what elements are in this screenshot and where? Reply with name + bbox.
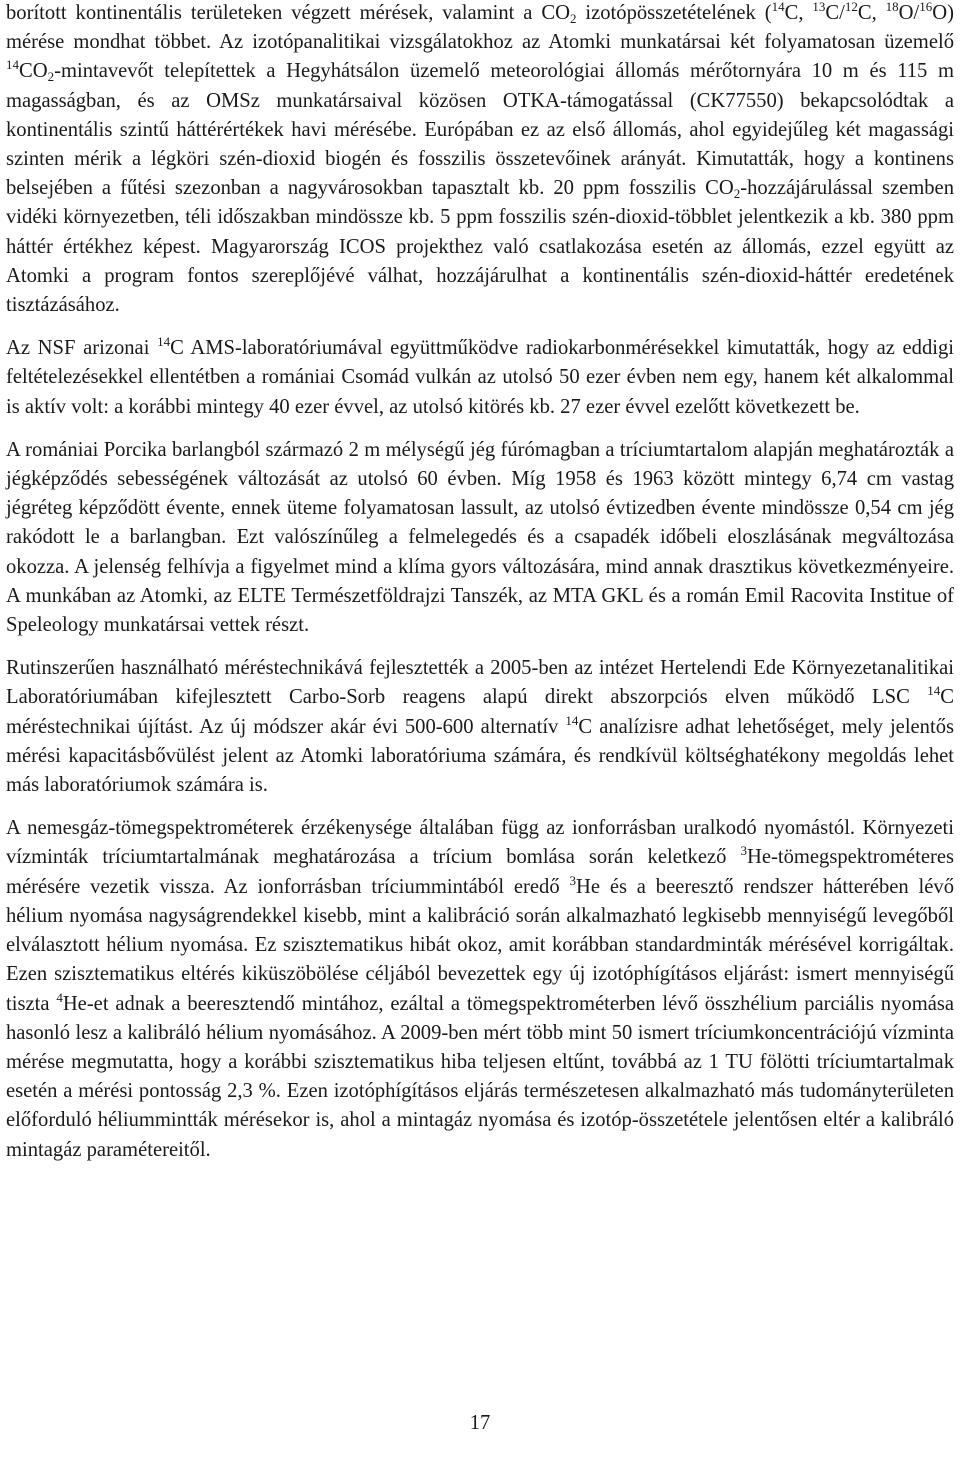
superscript: 3	[740, 843, 747, 859]
text-run: -hozzájárulással szemben vidéki környezetben, téli időszakban mindössze kb. 5 ppm fosszilis szén-dioxid-többlet jelentkezik a kb. 380 ppm háttér értékhez képest. Magyarország ICOS projekthez való csatlakozása esetén az állomás, ezzel együtt az Atomki a program fontos szereplőjévé válhat, hozzájárulhat a kontinentális szén-dioxid-háttér eredetének tisztázásához.	[6, 177, 954, 317]
page-number: 17	[469, 1412, 491, 1434]
text-run: C,	[857, 2, 886, 24]
text-run: -mintavevőt telepítettek a Hegyhátsálon üzemelő meteorológiai állomás mérőtornyára 10 m és 115 m magasságban, és az OMSz munkatársaival közösen OTKA-támogatással (CK77550) bekapcsolódtak a kontinentális szintű háttérértékek havi mérésébe. Európában ez az első állomás, ahol egyidejűleg két magassági szinten mérik a légköri szén-dioxid biogén és fosszilis összetevőinek arányát. Kimutatták, hogy a kontinens belsejében a fűtési szezonban a nagyvárosokban tapasztalt kb. 20 ppm fosszilis CO	[6, 60, 954, 200]
text-run: borított kontinentális területeken végzett mérések, valamint a CO	[6, 2, 570, 24]
superscript: 14	[927, 683, 941, 699]
document-page	[6, 0, 954, 1179]
text-run: Az NSF arizonai	[6, 337, 158, 360]
text-run: C/	[825, 2, 845, 24]
text-run: C méréstechnikai újítást. Az új módszer akár évi 500-600 alternatív	[6, 686, 954, 738]
paragraph	[6, 814, 954, 1164]
text-run: C analízisre adhat lehetőséget, mely jelentős mérési kapacitásbővülést jelent az Atomki laboratóriuma számára, és rendkívül költséghatékony megoldás lehet más laboratóriumok számára is.	[6, 715, 955, 797]
superscript: 14	[157, 334, 171, 350]
text-run: CO	[19, 60, 48, 83]
text-run: He-tömegspektrométeres mérésére vezetik vissza. Az ionforrásban tríciummintából eredő	[6, 846, 954, 898]
text-run: He-et adnak a beeresztendő mintához, ezáltal a tömegspektrométerben lévő összhélium parciális nyomása hasonló lesz a kalibráló hélium nyomásához. A 2009-ben mért több mint 50 ismert tríciumkoncentrációjú vízminta mérése megmutatta, hogy a korábbi szisztematikus hiba teljesen eltűnt, továbbá az 1 TU fölötti tríciumtartalmak esetén a mérési pontosság 2,3 %. Ezen izotóphígításos eljárás természetesen alkalmazható más tudományterületen előforduló héliummintták mérésekor is, ahol a mintagáz nyomása és izotóp-összetétele jelentősen eltér a kalibráló mintagáz paramétereitől.	[6, 992, 955, 1161]
text-run: O/	[898, 2, 920, 24]
text-run: He és a beeresztő rendszer hátterében lévő hélium nyomása nagyságrendekkel kisebb, mint a kalibráció során alkalmazható legkisebb mennyiségű levegőből elválasztott hélium nyomása. Ez szisztematikus hibát okoz, amit korábban standardminták mérésével korrigáltak. Ezen szisztematikus eltérés kiküszöbölése céljából bevezettek egy új izotóphígításos eljárást: ismert mennyiségű tiszta	[6, 875, 954, 1015]
superscript: 3	[569, 872, 576, 888]
text-run: Rutinszerűen használható méréstechnikává fejlesztették a 2005-ben az intézet Hertelendi Ede Környezetanalitikai Laboratóriumában kifejlesztett Carbo-Sorb reagens alapú direkt abszorpciós elven működő LSC	[6, 657, 954, 709]
text-run: C AMS-laboratóriumával együttműködve radiokarbonmérésekkel kimutatták, hogy az eddigi feltételezésekkel ellentétben a romániai Csomád vulkán az utolsó 50 ezer évben nem egy, hanem két alkalommal is aktív volt: a korábbi mintegy 40 ezer évvel, az utolsó kitörés kb. 27 ezer évvel ezelőtt következett be.	[6, 337, 954, 418]
subscript: 2	[569, 11, 577, 26]
superscript: 12	[844, 0, 858, 14]
superscript: 14	[6, 57, 19, 73]
subscript: 2	[733, 186, 741, 202]
paragraph	[6, 436, 954, 640]
paragraph	[6, 654, 954, 800]
superscript: 18	[885, 0, 899, 14]
paragraph	[6, 334, 954, 422]
superscript: 14	[771, 0, 785, 14]
paragraph	[6, 0, 954, 320]
subscript: 2	[47, 69, 55, 85]
superscript: 16	[919, 0, 933, 14]
superscript: 4	[56, 989, 63, 1005]
superscript: 14	[565, 712, 579, 728]
text-run: A romániai Porcika barlangból származó 2 m mélységű jég fúrómagban a tríciumtartalom alapján meghatározták a jégképződés sebességének változását az utolsó 60 évben. Míg 1958 és 1963 között mintegy 6,74 cm vastag jégréteg képződött évente, ennek üteme folyamatosan lassult, az utolsó évtizedben évente mindössze 0,54 cm jég rakódott le a barlangban. Ezt valószínűleg a felmelegedés és a csapadék időbeli eloszlásának megváltozása okozza. A jelenség felhívja a figyelmet mind a klíma gyors változására, mind annak drasztikus következményeire. A munkában az Atomki, az ELTE Természetföldrajzi Tanszék, az MTA GKL és a román Emil Racovita Institue of Speleology munkatársai vettek részt.	[6, 438, 954, 637]
text-run: izotópösszetételének (	[576, 2, 772, 24]
text-run: O) mérése mondhat többet. Az izotópanalitikai vizsgálatokhoz az Atomki munkatársai két folyamatosan üzemelő	[6, 2, 954, 54]
text-run: A nemesgáz-tömegspektrométerek érzékenysége általában függ az ionforrásban uralkodó nyomástól. Környezeti vízminták tríciumtartalmának meghatározása a trícium bomlása során keletkező	[6, 817, 954, 869]
superscript: 13	[812, 0, 826, 14]
text-run: C,	[784, 2, 813, 24]
